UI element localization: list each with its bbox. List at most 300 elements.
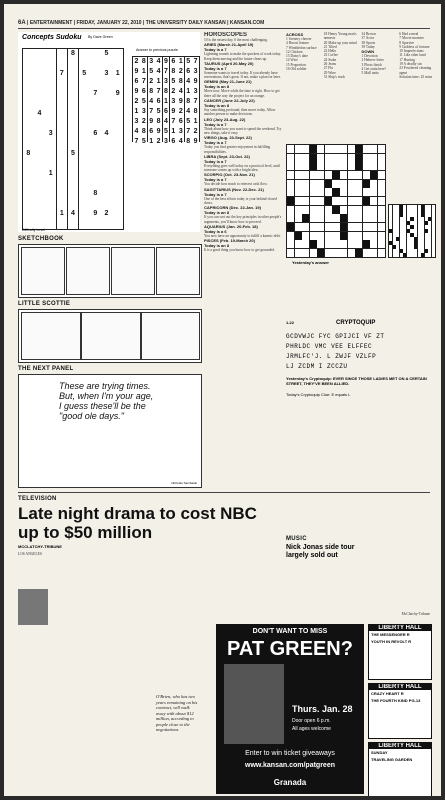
sudoku-cell[interactable] <box>79 49 90 69</box>
sudoku-answer-cell: 4 <box>134 128 139 135</box>
crossword-cell[interactable] <box>370 162 377 170</box>
crossword-cell[interactable] <box>355 162 362 170</box>
sudoku-cell[interactable]: 4 <box>101 129 112 149</box>
across-clue: 34 Brown <box>361 32 376 36</box>
crossword-cell[interactable] <box>325 188 332 196</box>
crossword-cell[interactable] <box>355 180 362 188</box>
down-clue: 19 A deadly sin <box>399 62 422 67</box>
crossword-cell[interactable] <box>378 214 385 222</box>
crossword-cell[interactable] <box>287 171 294 179</box>
sudoku-cell[interactable] <box>23 209 34 229</box>
crossword-cell[interactable] <box>370 145 377 153</box>
crossword-cell[interactable] <box>310 206 317 214</box>
sudoku-answer-cell: 2 <box>149 78 154 85</box>
sudoku-cell[interactable] <box>68 169 79 189</box>
crossword-cell[interactable] <box>348 162 355 170</box>
crossword-cell[interactable] <box>348 188 355 196</box>
crossword-cell[interactable] <box>378 223 385 231</box>
crossword-cell[interactable] <box>325 171 332 179</box>
crossword-cell[interactable] <box>348 154 355 162</box>
crossword-cell[interactable] <box>370 240 377 248</box>
sudoku-cell[interactable] <box>57 149 68 169</box>
crossword-cell[interactable] <box>287 154 294 162</box>
crossword-cell[interactable] <box>378 154 385 162</box>
crossword-cell[interactable] <box>310 232 317 240</box>
crossword-cell[interactable] <box>302 249 309 257</box>
sudoku-cell[interactable] <box>34 169 45 189</box>
crossword-cell[interactable] <box>378 197 385 205</box>
sudoku-cell[interactable]: 3 <box>101 69 112 89</box>
crossword-cell[interactable] <box>317 180 324 188</box>
crossword-cell[interactable] <box>287 162 294 170</box>
across-clue: 20 Make up your mind <box>323 40 357 45</box>
theater-listing[interactable] <box>368 742 432 796</box>
crossword-answer-grid <box>388 204 436 258</box>
sudoku-cell[interactable] <box>79 89 90 109</box>
crossword-cell[interactable] <box>332 206 339 214</box>
sudoku-cell[interactable] <box>23 89 34 109</box>
crossword-cell[interactable] <box>302 232 309 240</box>
crossword-cell[interactable] <box>332 180 339 188</box>
crossword-cell[interactable] <box>363 206 370 214</box>
crossword-cell[interactable] <box>355 240 362 248</box>
sudoku-cell[interactable] <box>101 169 112 189</box>
crossword-cell[interactable] <box>332 188 339 196</box>
sudoku-cell[interactable] <box>57 169 68 189</box>
sudoku-cell[interactable] <box>79 209 90 229</box>
crossword-cell[interactable] <box>348 171 355 179</box>
sudoku-cell[interactable] <box>57 189 68 209</box>
sudoku-cell[interactable]: 5 <box>79 69 90 89</box>
down-clue: 5 Mall units <box>361 71 379 76</box>
sudoku-cell[interactable] <box>68 69 79 89</box>
sudoku-cell[interactable] <box>23 129 34 149</box>
crossword-cell[interactable] <box>287 223 294 231</box>
crossword-cell[interactable] <box>340 223 347 231</box>
crossword-cell[interactable] <box>355 223 362 231</box>
crossword-cell[interactable] <box>378 249 385 257</box>
sudoku-cell[interactable]: 5 <box>101 49 112 69</box>
sudoku-cell[interactable] <box>45 209 56 229</box>
crossword-cell[interactable] <box>310 214 317 222</box>
theater-listing[interactable] <box>368 624 432 680</box>
sudoku-cell[interactable]: 8 <box>90 189 101 209</box>
tv-body-col2 <box>64 552 106 796</box>
crossword-cell[interactable] <box>378 171 385 179</box>
crossword-cell[interactable] <box>295 214 302 222</box>
ad-url[interactable]: www.kansan.com/patgreen <box>245 762 335 769</box>
crossword-cell[interactable] <box>348 223 355 231</box>
sudoku-cell[interactable] <box>23 49 34 69</box>
horoscope-sign: SAGITTARIUS (Nov. 22-Dec. 21) <box>204 186 264 192</box>
crossword-cell[interactable] <box>340 232 347 240</box>
sudoku-answer-cell: 9 <box>171 108 176 115</box>
crossword-cell[interactable] <box>295 188 302 196</box>
sudoku-answer-cell: 9 <box>193 138 198 145</box>
crossword-cell[interactable] <box>287 214 294 222</box>
crossword-cell[interactable] <box>378 145 385 153</box>
sudoku-cell[interactable] <box>45 189 56 209</box>
scottie-title: LITTLE SCOTTIE <box>18 301 71 307</box>
crossword-cell[interactable] <box>370 206 377 214</box>
crossword-cell[interactable] <box>348 180 355 188</box>
sudoku-cell[interactable] <box>23 109 34 129</box>
crossword-cell[interactable] <box>295 206 302 214</box>
crossword-cell[interactable] <box>378 240 385 248</box>
crossword-cell[interactable] <box>378 162 385 170</box>
sudoku-cell[interactable]: 7 <box>57 69 68 89</box>
crossword-cell[interactable] <box>325 240 332 248</box>
crossword-cell[interactable] <box>332 162 339 170</box>
crossword-cell[interactable] <box>355 197 362 205</box>
crossword-cell[interactable] <box>348 214 355 222</box>
crossword-cell[interactable] <box>355 232 362 240</box>
crossword-cell[interactable] <box>363 240 370 248</box>
sudoku-cell[interactable] <box>34 89 45 109</box>
crossword-cell[interactable] <box>325 232 332 240</box>
sudoku-answer-cell: 7 <box>193 98 198 105</box>
crossword-cell[interactable] <box>310 188 317 196</box>
crossword-cell[interactable] <box>325 223 332 231</box>
theater-listing[interactable] <box>368 683 432 739</box>
sudoku-cell[interactable] <box>45 69 56 89</box>
crossword-cell[interactable] <box>378 180 385 188</box>
crossword-cell[interactable] <box>378 232 385 240</box>
sudoku-cell[interactable] <box>23 69 34 89</box>
sudoku-cell[interactable] <box>45 149 56 169</box>
sudoku-cell[interactable] <box>45 109 56 129</box>
sudoku-cell[interactable] <box>23 169 34 189</box>
ad-tickets: Enter to win ticket giveaways <box>245 750 335 757</box>
crossword-cell[interactable] <box>302 162 309 170</box>
sudoku-cell[interactable]: 1 <box>57 209 68 229</box>
sudoku-answer-cell: 1 <box>156 78 161 85</box>
crossword-cell[interactable] <box>317 197 324 205</box>
crossword-grid[interactable] <box>286 144 386 258</box>
crossword-cell[interactable] <box>295 197 302 205</box>
crossword-cell[interactable] <box>317 188 324 196</box>
crossword-cell[interactable] <box>325 154 332 162</box>
crossword-cell[interactable] <box>325 162 332 170</box>
sudoku-answer-cell: 2 <box>171 88 176 95</box>
crossword-cell[interactable] <box>363 154 370 162</box>
crossword-cell[interactable] <box>310 223 317 231</box>
crossword-cell[interactable] <box>370 249 377 257</box>
crossword-cell[interactable] <box>363 197 370 205</box>
crossword-cell[interactable] <box>355 154 362 162</box>
sudoku-cell[interactable] <box>79 149 90 169</box>
sudoku-cell[interactable] <box>90 169 101 189</box>
crossword-cell[interactable] <box>363 214 370 222</box>
nextpanel-title: THE NEXT PANEL <box>18 366 74 372</box>
crossword-cell[interactable] <box>317 232 324 240</box>
crossword-cell[interactable] <box>378 206 385 214</box>
sudoku-cell[interactable]: 6 <box>90 129 101 149</box>
across-clue: 16 Old soldier <box>286 67 307 72</box>
crossword-cell[interactable] <box>317 214 324 222</box>
crossword-cell[interactable] <box>295 154 302 162</box>
pat-green-ad[interactable] <box>216 624 364 794</box>
crossword-cell[interactable] <box>302 180 309 188</box>
crossword-cell[interactable] <box>370 180 377 188</box>
sudoku-cell[interactable] <box>101 189 112 209</box>
solution-time: Solution time: 25 mins <box>399 74 433 79</box>
sudoku-cell[interactable] <box>68 189 79 209</box>
crossword-cell[interactable] <box>302 223 309 231</box>
crossword-cell[interactable] <box>332 197 339 205</box>
crossword-cell[interactable] <box>310 249 317 257</box>
crossword-cell[interactable] <box>287 249 294 257</box>
crossword-cell[interactable] <box>363 223 370 231</box>
sketchbook-comic <box>18 244 202 298</box>
nextpanel-comic <box>18 374 202 488</box>
crossword-cell[interactable] <box>302 171 309 179</box>
sudoku-cell[interactable] <box>112 169 123 189</box>
sudoku-cell[interactable] <box>79 169 90 189</box>
crossword-cell[interactable] <box>370 171 377 179</box>
crossword-cell[interactable] <box>340 197 347 205</box>
crossword-cell[interactable] <box>310 197 317 205</box>
crossword-cell[interactable] <box>332 145 339 153</box>
sudoku-cell[interactable] <box>101 149 112 169</box>
crossword-cell[interactable] <box>340 180 347 188</box>
sudoku-cell[interactable] <box>68 109 79 129</box>
crossword-cell[interactable] <box>340 154 347 162</box>
crossword-cell[interactable] <box>355 145 362 153</box>
sudoku-cell[interactable] <box>57 49 68 69</box>
crossword-cell[interactable] <box>310 154 317 162</box>
crossword-cell[interactable] <box>363 171 370 179</box>
sudoku-cell[interactable]: 2 <box>101 209 112 229</box>
sudoku-cell[interactable] <box>57 109 68 129</box>
crossword-cell[interactable] <box>287 232 294 240</box>
sudoku-cell[interactable] <box>79 189 90 209</box>
sudoku-cell[interactable] <box>34 189 45 209</box>
crossword-cell[interactable] <box>295 145 302 153</box>
crossword-cell[interactable] <box>295 162 302 170</box>
nextpanel-caption <box>59 381 189 421</box>
crossword-cell[interactable] <box>317 162 324 170</box>
sudoku-answer-cell: 3 <box>164 78 168 85</box>
crossword-cell[interactable] <box>287 197 294 205</box>
crossword-cell[interactable] <box>287 145 294 153</box>
sudoku-cell[interactable] <box>101 109 112 129</box>
section-rule <box>18 492 430 493</box>
crossword-cell[interactable] <box>340 171 347 179</box>
crossword-cell[interactable] <box>340 188 347 196</box>
crossword-cell[interactable] <box>363 145 370 153</box>
sudoku-cell[interactable] <box>112 189 123 209</box>
sudoku-cell[interactable] <box>68 89 79 109</box>
sudoku-cell[interactable]: 1 <box>112 69 123 89</box>
crossword-cell[interactable] <box>310 171 317 179</box>
crossword-cell[interactable] <box>310 240 317 248</box>
crossword-cell[interactable] <box>317 154 324 162</box>
crossword-cell[interactable] <box>295 249 302 257</box>
crossword-cell[interactable] <box>332 223 339 231</box>
sudoku-cell[interactable]: 8 <box>68 49 79 69</box>
horoscope-entry <box>204 205 282 224</box>
sudoku-cell[interactable] <box>90 69 101 89</box>
sudoku-answer-cell: 9 <box>193 78 198 85</box>
crossword-cell[interactable] <box>302 214 309 222</box>
crossword-cell[interactable] <box>348 232 355 240</box>
sudoku-answer-cell: 5 <box>186 118 191 125</box>
crossword-cell[interactable] <box>295 171 302 179</box>
sudoku-cell[interactable] <box>57 89 68 109</box>
crossword-cell[interactable] <box>332 154 339 162</box>
crossword-cell[interactable] <box>348 206 355 214</box>
crossword-cell[interactable] <box>317 206 324 214</box>
crossword-cell[interactable] <box>332 214 339 222</box>
crossword-cell[interactable] <box>370 214 377 222</box>
crossword-cell[interactable] <box>363 180 370 188</box>
sudoku-cell[interactable] <box>23 189 34 209</box>
sudoku-cell[interactable]: 9 <box>90 209 101 229</box>
tv-body-col1 <box>18 552 60 796</box>
sudoku-answer-cell: 6 <box>134 78 139 85</box>
across-clue: 13 Daisy's date <box>286 54 308 59</box>
crossword-cell[interactable] <box>348 240 355 248</box>
crossword-cell[interactable] <box>340 145 347 153</box>
crossword-cell[interactable] <box>325 197 332 205</box>
crossword-cell[interactable] <box>355 171 362 179</box>
crossword-cell[interactable] <box>363 232 370 240</box>
crossword-cell[interactable] <box>340 240 347 248</box>
crossword-cell[interactable] <box>340 162 347 170</box>
crossword-cell[interactable] <box>287 240 294 248</box>
sudoku-cell[interactable] <box>112 149 123 169</box>
crossword-cell[interactable] <box>302 197 309 205</box>
crossword-cell[interactable] <box>317 223 324 231</box>
crossword-cell[interactable] <box>348 145 355 153</box>
crossword-cell[interactable] <box>287 180 294 188</box>
crossword-cell[interactable] <box>295 232 302 240</box>
tv-pullquote: O'Brien, who has two years remaining on his contract, will walk away with about $12 million, according to people close to the negotiations. <box>156 694 198 732</box>
sudoku-cell[interactable] <box>45 89 56 109</box>
sudoku-cell[interactable] <box>90 109 101 129</box>
sudoku-cell[interactable] <box>34 209 45 229</box>
sudoku-grid[interactable] <box>22 48 124 230</box>
down-clue: 17 Hurting <box>399 57 415 62</box>
crossword-cell[interactable] <box>332 171 339 179</box>
crossword-cell[interactable] <box>332 240 339 248</box>
crossword-cell[interactable] <box>340 214 347 222</box>
crossword-cell[interactable] <box>317 240 324 248</box>
sudoku-cell[interactable] <box>45 49 56 69</box>
crossword-cell[interactable] <box>310 145 317 153</box>
crossword-cell[interactable] <box>332 249 339 257</box>
crossword-cell[interactable] <box>287 188 294 196</box>
crossword-cell[interactable] <box>370 223 377 231</box>
sudoku-cell[interactable]: 5 <box>68 149 79 169</box>
crossword-cell[interactable] <box>370 188 377 196</box>
sudoku-cell[interactable]: 8 <box>23 149 34 169</box>
crossword-cell[interactable] <box>355 214 362 222</box>
sudoku-cell[interactable] <box>79 109 90 129</box>
music-body-col2 <box>360 538 430 616</box>
sudoku-cell[interactable]: 4 <box>68 209 79 229</box>
crossword-cell[interactable] <box>302 145 309 153</box>
horoscope-text: Lightning rounds to make the quickest of work today. Keep them moving and the future clears up. <box>204 52 282 61</box>
sudoku-cell[interactable]: 3 <box>45 129 56 149</box>
sudoku-cell[interactable] <box>112 109 123 129</box>
crossword-cell[interactable] <box>310 162 317 170</box>
sudoku-answer-cell: 5 <box>186 58 191 65</box>
crossword-cell[interactable] <box>355 206 362 214</box>
crossword-cell[interactable] <box>325 180 332 188</box>
crossword-cell[interactable] <box>317 171 324 179</box>
crossword-cell[interactable] <box>340 249 347 257</box>
crossword-cell[interactable] <box>302 240 309 248</box>
crossword-cell[interactable] <box>370 232 377 240</box>
crossword-cell[interactable] <box>348 197 355 205</box>
sudoku-cell[interactable] <box>112 49 123 69</box>
crossword-cell[interactable] <box>370 154 377 162</box>
crossword-cell[interactable] <box>363 188 370 196</box>
sudoku-answer-cell: 3 <box>164 138 168 145</box>
across-clue: 24 Stake <box>323 57 337 62</box>
crossword-cell[interactable] <box>287 206 294 214</box>
crossword-cell[interactable] <box>302 154 309 162</box>
cryptoquip-code <box>286 332 434 372</box>
sudoku-cell[interactable] <box>34 49 45 69</box>
sudoku-cell[interactable] <box>68 129 79 149</box>
crossword-cell[interactable] <box>325 145 332 153</box>
crossword-cell[interactable] <box>363 162 370 170</box>
crossword-cell[interactable] <box>302 206 309 214</box>
crossword-cell[interactable] <box>363 249 370 257</box>
crossword-cell[interactable] <box>325 249 332 257</box>
sudoku-cell[interactable]: 4 <box>34 109 45 129</box>
crossword-cell[interactable] <box>302 188 309 196</box>
sudoku-answer-cell: 4 <box>186 78 191 85</box>
sudoku-cell[interactable]: 7 <box>90 89 101 109</box>
sudoku-cell[interactable]: 1 <box>45 169 56 189</box>
crossword-cell[interactable] <box>348 249 355 257</box>
crossword-cell[interactable] <box>325 206 332 214</box>
crossword-cell[interactable] <box>355 249 362 257</box>
sudoku-cell[interactable] <box>34 69 45 89</box>
crossword-cell[interactable] <box>310 180 317 188</box>
sudoku-cell[interactable] <box>112 129 123 149</box>
sudoku-answer-cell: 1 <box>178 58 183 65</box>
crossword-cell[interactable] <box>295 180 302 188</box>
crossword-cell[interactable] <box>370 197 377 205</box>
ad-date: Thurs. Jan. 28 <box>292 704 353 714</box>
crossword-cell[interactable] <box>378 188 385 196</box>
sudoku-cell[interactable] <box>79 129 90 149</box>
crossword-cell[interactable] <box>332 232 339 240</box>
crossword-cell[interactable] <box>295 240 302 248</box>
sudoku-cell[interactable] <box>101 89 112 109</box>
crossword-cell[interactable] <box>295 223 302 231</box>
sudoku-cell[interactable]: 9 <box>112 89 123 109</box>
crossword-cell[interactable] <box>340 206 347 214</box>
crossword-cell[interactable] <box>317 249 324 257</box>
crossword-cell[interactable] <box>355 188 362 196</box>
sudoku-cell[interactable] <box>90 49 101 69</box>
horoscope-sign: SCORPIO (Oct. 23-Nov. 21) <box>204 172 255 178</box>
sudoku-cell[interactable] <box>112 209 123 229</box>
sudoku-cell[interactable] <box>90 149 101 169</box>
crossword-cell[interactable] <box>317 145 324 153</box>
horoscope-sign: GEMINI (May 21-June 21) <box>204 79 252 85</box>
crossword-cell[interactable] <box>325 214 332 222</box>
sudoku-cell[interactable] <box>34 129 45 149</box>
sudoku-cell[interactable] <box>57 129 68 149</box>
sudoku-cell[interactable] <box>34 149 45 169</box>
